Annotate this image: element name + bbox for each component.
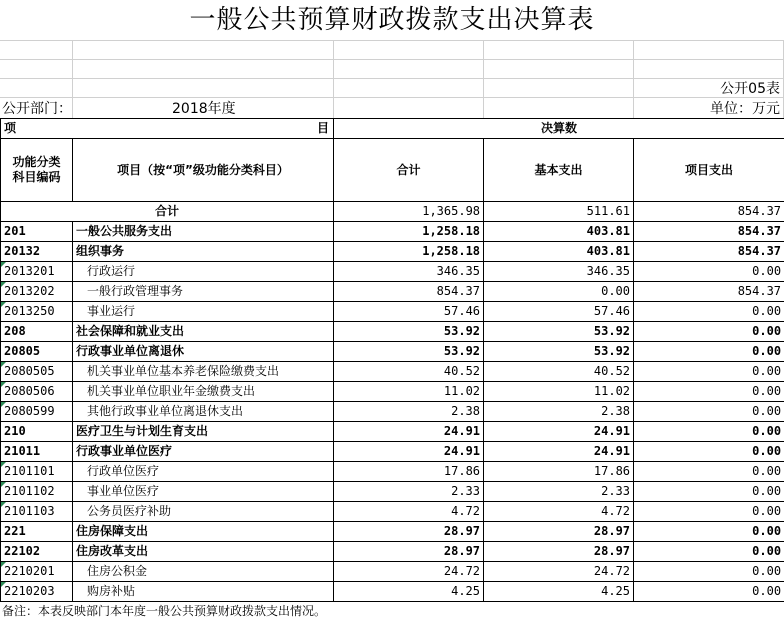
row-basic: 4.25 [484,582,634,602]
row-code: 20805 [1,342,73,362]
header-code: 功能分类科目编码 [1,139,73,202]
row-total: 53.92 [334,342,484,362]
footnote: 备注：本表反映部门本年度一般公共预算财政拨款支出情况。 [2,604,327,618]
row-total: 1,258.18 [334,242,484,262]
row-project: 0.00 [634,502,784,522]
row-total: 24.91 [334,422,484,442]
row-total: 2.38 [334,402,484,422]
header-name: 项目（按“项”级功能分类科目） [73,139,334,202]
row-code: 201 [1,222,73,242]
row-code: 2013201 [1,262,73,282]
row-basic: 57.46 [484,302,634,322]
row-project: 0.00 [634,442,784,462]
row-project: 854.37 [634,282,784,302]
row-name: 住房保障支出 [73,522,334,542]
row-name: 购房补贴 [73,582,334,602]
row-total: 854.37 [334,282,484,302]
row-total: 346.35 [334,262,484,282]
table-row [1,522,784,542]
row-basic: 403.81 [484,242,634,262]
row-total: 4.72 [334,502,484,522]
row-project: 0.00 [634,582,784,602]
row-project: 0.00 [634,562,784,582]
row-code: 2210201 [1,562,73,582]
fiscal-year: 2018年度 [172,101,236,117]
header-project: 项目支出 [634,139,784,202]
row-total: 24.72 [334,562,484,582]
row-name: 一般公共服务支出 [73,222,334,242]
row-total: 17.86 [334,462,484,482]
table-row [1,262,784,282]
department-label: 公开部门： [2,101,72,117]
row-project: 0.00 [634,302,784,322]
row-project: 0.00 [634,462,784,482]
row-name: 行政单位医疗 [73,462,334,482]
expenditure-table [0,118,784,602]
row-name: 社会保障和就业支出 [73,322,334,342]
row-code: 22102 [1,542,73,562]
row-name: 事业运行 [73,302,334,322]
row-name: 机关事业单位基本养老保险缴费支出 [73,362,334,382]
row-basic: 53.92 [484,342,634,362]
header-budget: 决算数 [334,119,784,139]
row-name: 机关事业单位职业年金缴费支出 [73,382,334,402]
row-basic: 4.72 [484,502,634,522]
page-title: 一般公共预算财政拨款支出决算表 [189,5,595,35]
table-row [1,322,784,342]
row-basic: 403.81 [484,222,634,242]
row-name: 组织事务 [73,242,334,262]
header-row-2 [1,139,784,202]
total-project: 854.37 [634,202,784,222]
row-project: 0.00 [634,402,784,422]
row-project: 0.00 [634,382,784,402]
row-basic: 17.86 [484,462,634,482]
row-name: 行政运行 [73,262,334,282]
row-project: 854.37 [634,222,784,242]
row-project: 854.37 [634,242,784,262]
row-basic: 346.35 [484,262,634,282]
row-project: 0.00 [634,262,784,282]
header-total: 合计 [334,139,484,202]
row-code: 21011 [1,442,73,462]
row-total: 4.25 [334,582,484,602]
row-total: 11.02 [334,382,484,402]
row-basic: 24.72 [484,562,634,582]
form-number: 公开05表 [720,81,780,97]
table-row [1,242,784,262]
row-total: 28.97 [334,542,484,562]
row-code: 2101102 [1,482,73,502]
total-label: 合计 [1,202,334,222]
table-row [1,382,784,402]
row-project: 0.00 [634,362,784,382]
header-row-1 [1,119,784,139]
row-total: 24.91 [334,442,484,462]
row-name: 行政事业单位医疗 [73,442,334,462]
table-row [1,442,784,462]
row-basic: 0.00 [484,282,634,302]
row-code: 208 [1,322,73,342]
row-basic: 11.02 [484,382,634,402]
row-basic: 24.91 [484,422,634,442]
row-code: 2080505 [1,362,73,382]
header-item: 项 [4,121,17,135]
table-row [1,582,784,602]
row-project: 0.00 [634,482,784,502]
row-name: 住房公积金 [73,562,334,582]
table-row [1,402,784,422]
total-row [1,202,784,222]
row-total: 1,258.18 [334,222,484,242]
table-row [1,482,784,502]
total-total: 1,365.98 [334,202,484,222]
row-basic: 2.38 [484,402,634,422]
row-code: 20132 [1,242,73,262]
row-name: 事业单位医疗 [73,482,334,502]
row-name: 其他行政事业单位离退休支出 [73,402,334,422]
table-row [1,362,784,382]
row-total: 53.92 [334,322,484,342]
row-basic: 2.33 [484,482,634,502]
row-code: 2101101 [1,462,73,482]
row-code: 2080506 [1,382,73,402]
table-row [1,222,784,242]
unit-label: 单位：万元 [710,101,780,117]
row-total: 28.97 [334,522,484,542]
table-row [1,342,784,362]
row-code: 2013250 [1,302,73,322]
table-row [1,302,784,322]
row-name: 公务员医疗补助 [73,502,334,522]
header-basic: 基本支出 [484,139,634,202]
row-code: 221 [1,522,73,542]
row-project: 0.00 [634,422,784,442]
row-name: 行政事业单位离退休 [73,342,334,362]
row-total: 2.33 [334,482,484,502]
row-code: 2101103 [1,502,73,522]
row-project: 0.00 [634,542,784,562]
row-basic: 24.91 [484,442,634,462]
table-row [1,562,784,582]
row-name: 一般行政管理事务 [73,282,334,302]
header-item-cell [1,119,334,139]
row-code: 2013202 [1,282,73,302]
row-total: 57.46 [334,302,484,322]
row-code: 2080599 [1,402,73,422]
table-row [1,462,784,482]
row-project: 0.00 [634,342,784,362]
row-basic: 28.97 [484,522,634,542]
row-basic: 53.92 [484,322,634,342]
row-code: 2210203 [1,582,73,602]
row-name: 医疗卫生与计划生育支出 [73,422,334,442]
row-project: 0.00 [634,522,784,542]
row-name: 住房改革支出 [73,542,334,562]
row-code: 210 [1,422,73,442]
table-row [1,542,784,562]
header-item-right: 目 [317,121,330,135]
row-basic: 28.97 [484,542,634,562]
table-row [1,422,784,442]
total-basic: 511.61 [484,202,634,222]
row-total: 40.52 [334,362,484,382]
row-basic: 40.52 [484,362,634,382]
row-project: 0.00 [634,322,784,342]
table-row [1,282,784,302]
table-row [1,502,784,522]
